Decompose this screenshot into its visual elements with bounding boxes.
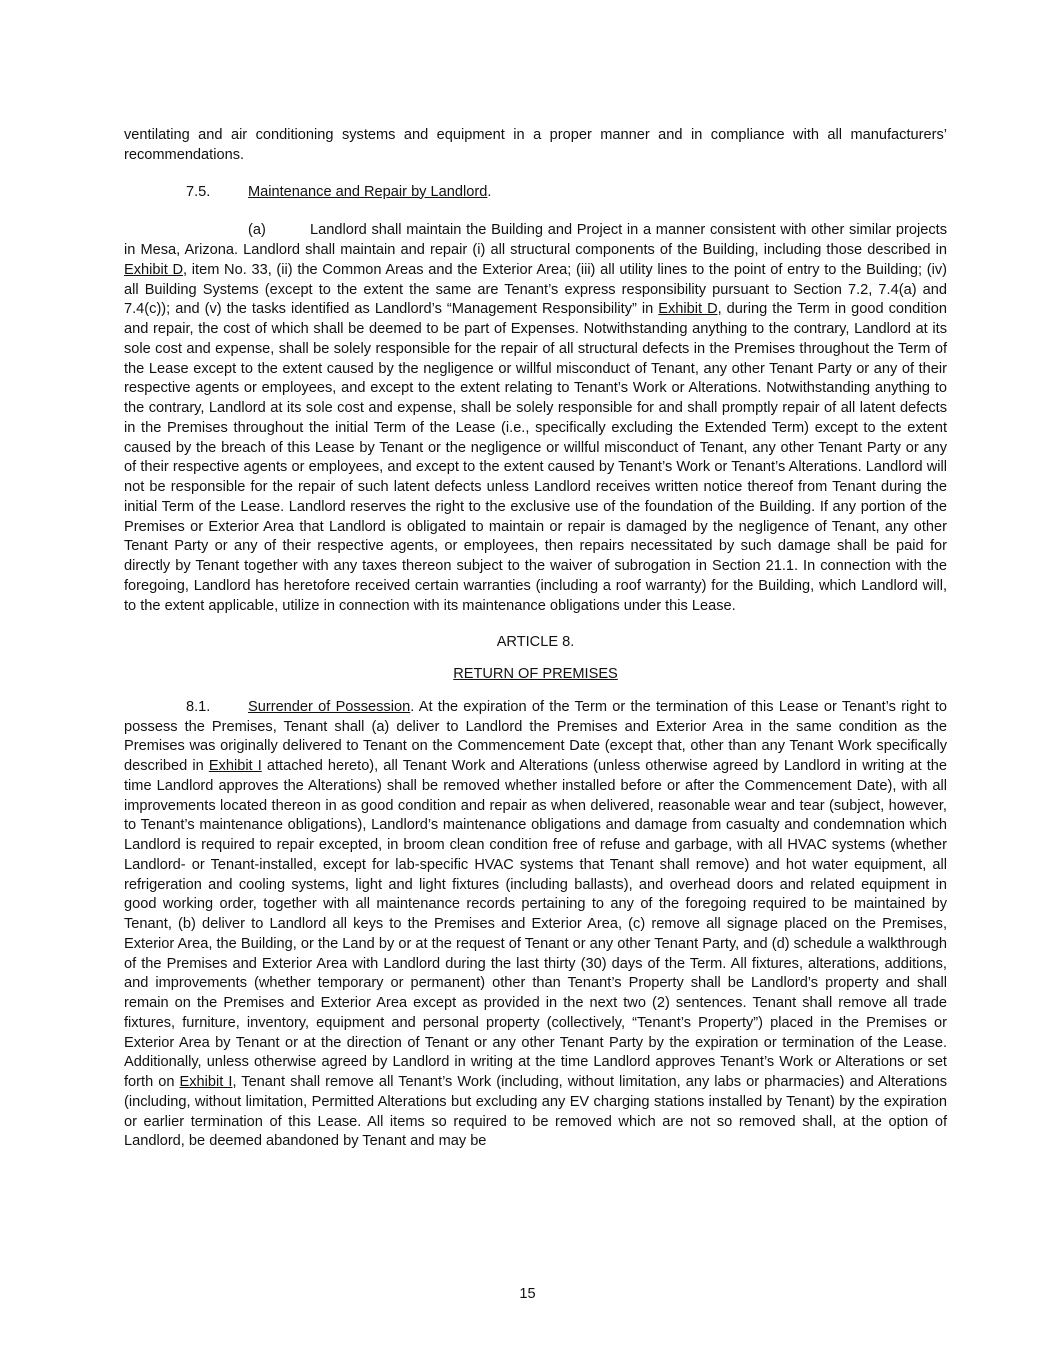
section-8-1-text-1: . At the expiration of the Term or the termination of this Lease or Tenant’s right to possess the Premises, Tenant shall (a) deliver to Landlord the Premises and Exterior Area in the same condition as the Premises was originally delivered to Tenant on the Commencement Date (except that, other than any Tenant Work specifically described in: [124, 698, 947, 774]
section-7-5-number: 7.5.: [186, 183, 211, 200]
continuation-paragraph: ventilating and air conditioning systems and equipment in a proper manner and in compliance with all manufacturers’ recommendations.: [124, 127, 947, 163]
paragraph-a-text-3: during the Term in good condition and repair, the cost of which shall be deemed to be part of Expenses. Notwithstanding anything to the contrary, Landlord at its sole cost and expense, shall be solely responsible for the repair of all structural defects in the Premises throughout the Term of the Lease except to the extent caused by the negligence or willful misconduct of Tenant, any other Tenant Party or any of their respective agents or employees, and except to the extent relating to Tenant’s Work or Alterations. Notwithstanding anything to the contrary, Landlord at its sole cost and expense, shall be solely responsible for and shall promptly repair of all latent defects in the Premises throughout the initial Term of the Lease (i.e., specifically excluding the Extended Term) except to the extent caused by the breach of this Lease by Tenant or the negligence or willful misconduct of Tenant, any other Tenant Party or any of their respective agents or employees, and except to the extent caused by Tenant’s Work or Tenant’s Alterations. Landlord will not be responsible for the repair of such latent defects unless Landlord receives written notice thereof from Tenant during the initial Term of the Lease. Landlord reserves the right to the exclusive use of the foundation of the Building. If any portion of the Premises or Exterior Area that Landlord is obligated to maintain or repair is damaged by the negligence of Tenant, any other Tenant Party or any of their respective agents, or employees, then repairs necessitated by such damage shall be paid for directly by Tenant together with any taxes thereon subject to the waiver of subrogation in Section 21.1. In connection with the foregoing, Landlord has heretofore received certain warranties (including a roof warranty) for the Building, which Landlord will, to the extent applicable, utilize in connection with its maintenance obligations under this Lease.: [124, 301, 947, 614]
exhibit-i-reference-1: Exhibit I: [208, 758, 262, 774]
section-8-1-text-2: attached hereto), all Tenant Work and Alterations (unless otherwise agreed by Landlord in writing at the time Landlord approves the Alterations) shall be removed whether installed before or after the Commencement Date), with all improvements located thereon in as good condition and repair as when delivered, reasonable wear and tear (subject, however, to Tenant’s maintenance obligations), Landlord’s maintenance obligations and damage from casualty and condemnation which Landlord is required to repair excepted, in broom clean condition free of refuse and garbage, with all HVAC systems (whether Landlord- or Tenant-installed, except for lab-specific HVAC systems that Tenant shall remove) and hot water equipment, all refrigeration and cooling systems, light and light fixtures (including ballasts), and overhead doors and related equipment in good working order, together with all maintenance records pertaining to any of the foregoing required to be maintained by Tenant, (b) deliver to Landlord all keys to the Premises and Exterior Area, (c) remove all signage placed on the Premises, Exterior Area, the Building, or the Land by or at the request of Tenant or any other Tenant Party, and (d) schedule a walkthrough of the Premises and Exterior Area with Landlord during the last thirty (30) days of the Term. All fixtures, alterations, additions, and improvements (whether temporary or permanent) other than Tenant’s Property shall be Landlord’s property and shall remain on the Premises and Exterior Area except as provided in the next two (2) sentences. Tenant shall remove all trade fixtures, furniture, inventory, equipment and personal property (collectively, “Tenant’s Property”) placed in the Premises or Exterior Area by Tenant or at the direction of Tenant or any other Tenant Party by the expiration or termination of the Lease. Additionally, unless otherwise agreed by Landlord in writing at the time Landlord approves Tenant’s Work or Alterations or set forth on: [124, 758, 947, 1090]
section-7-5-heading: [186, 183, 947, 203]
section-8-1-title: Surrender of Possession: [248, 698, 411, 715]
paragraph-a: [124, 221, 947, 616]
section-8-1-text-3: , Tenant shall remove all Tenant’s Work (including, without limitation, any labs or pharmacies) and Alterations (including, without limitation, Permitted Alterations but excluding any EV charging stations installed by Tenant) by the expiration or earlier termination of this Lease. All items so required to be removed which are not so removed shall, at the option of Landlord, be deemed abandoned by Tenant and may be: [124, 1074, 948, 1150]
section-8-1-paragraph: [124, 698, 947, 1152]
section-7-5-title-suffix: .: [487, 183, 492, 200]
exhibit-i-reference-2: Exhibit I: [179, 1074, 233, 1090]
section-7-5-title: Maintenance and Repair by Landlord: [248, 183, 488, 200]
article-8-subtitle: [124, 665, 947, 685]
paragraph-a-label: (a): [248, 222, 266, 239]
document-page: [124, 126, 947, 1152]
paragraph-a-text-1: Landlord shall maintain the Building and Project in a manner consistent with other similar projects in Mesa, Arizona. Landlord shall maintain and repair (i) all structural components of the Building, including those described in: [124, 222, 947, 258]
article-8-subtitle-text: RETURN OF PREMISES: [453, 666, 618, 682]
exhibit-d-reference-1: Exhibit D: [124, 261, 184, 278]
section-8-1-number: 8.1.: [186, 698, 211, 715]
paragraph-a-text-2: , item No. 33, (ii) the Common Areas and the Exterior Area; (iii) all utility lines to the point of entry to the Building; (iv) all Building Systems (except to the extent the same are Tenant’s express responsibility pursuant to Section 7.2, 7.4(a) and 7.4(c)); and (v) the tasks identified as Landlord’s “Management Responsibility” in: [124, 261, 947, 318]
page-number: 15: [519, 1286, 536, 1302]
article-8-title: ARTICLE 8.: [496, 634, 575, 651]
exhibit-d-reference-2: Exhibit D,: [658, 301, 722, 318]
